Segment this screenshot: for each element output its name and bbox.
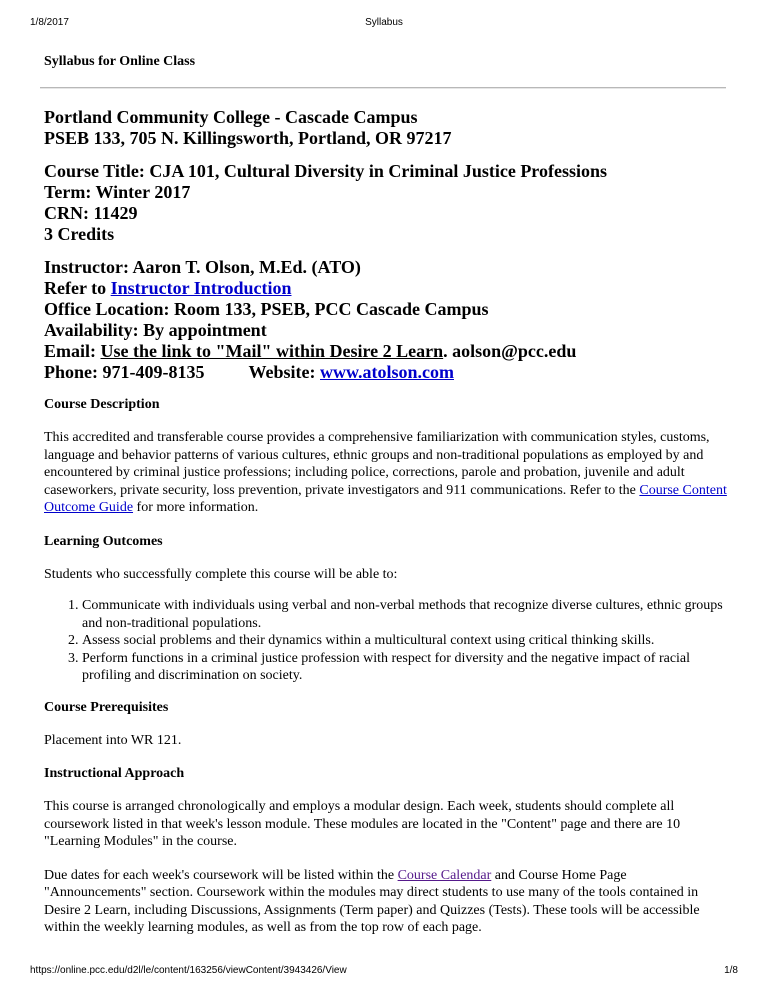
course-crn: CRN: 11429	[44, 203, 138, 223]
print-footer	[30, 965, 738, 979]
mail-link[interactable]: Use the link to "Mail" within Desire 2 Learn	[100, 341, 444, 361]
refer-prefix: Refer to	[44, 278, 111, 298]
website-prefix: Website:	[248, 362, 320, 382]
instructor-info	[44, 257, 730, 383]
instructor-name: Instructor: Aaron T. Olson, M.Ed. (ATO)	[44, 257, 361, 277]
college-address: PSEB 133, 705 N. Killingsworth, Portland, OR 97217	[44, 128, 452, 148]
email-prefix: Email:	[44, 341, 101, 361]
website-link[interactable]: www.atolson.com	[320, 362, 454, 382]
print-url: https://online.pcc.edu/d2l/le/content/163256/viewContent/3943426/View	[30, 965, 347, 976]
instructional-approach-para1: This course is arranged chronologically and employs a modular design. Each week, students should complete all coursework listed in that week's lesson module. These modules are located in the "Content" page and there are 10 "Learning Modules" in the course.	[44, 799, 681, 849]
instructional-approach-para2	[44, 867, 730, 937]
course-content-outcome-guide-link[interactable]: Course Content Outcome Guide	[44, 482, 727, 515]
para2-prefix: Due dates for each week's coursework will be listed within the	[44, 867, 398, 883]
instructor-refer	[44, 278, 730, 299]
para2-suffix: and Course Home Page "Announcements" section. Coursework within the modules may direct students to use many of the tools contained in Desire 2 Learn, including Discussions, Assignments (Term paper) and Quizzes (Tests). These tools will be accessible within the weekly learning modules, as well as from the top row of each page.	[44, 867, 700, 935]
print-header	[30, 17, 738, 31]
course-info	[44, 161, 730, 245]
course-credits: 3 Credits	[44, 224, 115, 244]
prerequisites-text: Placement into WR 121.	[44, 732, 182, 748]
list-item: 2. Assess social problems and their dynamics within a multicultural context using critical thinking skills.	[82, 632, 730, 650]
learning-outcomes-list	[44, 597, 730, 685]
availability: Availability: By appointment	[44, 320, 267, 340]
course-calendar-link[interactable]: Course Calendar	[397, 867, 492, 883]
learning-outcomes-intro: Students who successfully complete this course will be able to:	[44, 566, 398, 582]
course-term: Term: Winter 2017	[44, 182, 191, 202]
list-item: 3. Perform functions in a criminal justice profession with respect for diversity and the negative impact of racial profiling and discrimination on society.	[82, 650, 730, 685]
office-location: Office Location: Room 133, PSEB, PCC Cascade Campus	[44, 299, 489, 319]
college-info	[44, 107, 730, 149]
header-divider	[40, 87, 726, 89]
course-description-text	[44, 429, 730, 517]
syllabus-content	[44, 107, 730, 937]
page-number: 1/8	[724, 965, 738, 976]
phone-website	[44, 362, 730, 383]
instructor-introduction-link[interactable]: Instructor Introduction	[110, 278, 292, 298]
instructional-approach-heading: Instructional Approach	[44, 766, 185, 781]
course-description-suffix: for more information.	[133, 500, 259, 515]
email-address: . aolson@pcc.edu	[443, 341, 577, 361]
page-title: Syllabus for Online Class	[44, 54, 196, 69]
course-description-body: This accredited and transferable course provides a comprehensive familiarization with communication styles, customs, language and behavior patterns of various cultures, ethnic groups and non-traditional populations as employed by and encountered by criminal justice professions; including police, corrections, parole and probation, juvenile and adult caseworkers, private security, loss prevention, private investigators and 911 communications. Refer to the	[44, 430, 710, 498]
print-date: 1/8/2017	[30, 17, 69, 28]
course-title: Course Title: CJA 101, Cultural Diversity in Criminal Justice Professions	[44, 161, 607, 181]
instructor-email	[44, 341, 730, 362]
learning-outcomes-heading: Learning Outcomes	[44, 533, 163, 549]
course-description-heading: Course Description	[44, 397, 160, 412]
college-name: Portland Community College - Cascade Campus	[44, 107, 418, 127]
print-title: Syllabus	[365, 17, 403, 28]
prerequisites-heading: Course Prerequisites	[44, 699, 169, 715]
instructor-phone: Phone: 971-409-8135	[44, 362, 205, 382]
list-item: 1. Communicate with individuals using verbal and non-verbal methods that recognize diverse cultures, ethnic groups and non-traditional populations.	[82, 597, 730, 632]
